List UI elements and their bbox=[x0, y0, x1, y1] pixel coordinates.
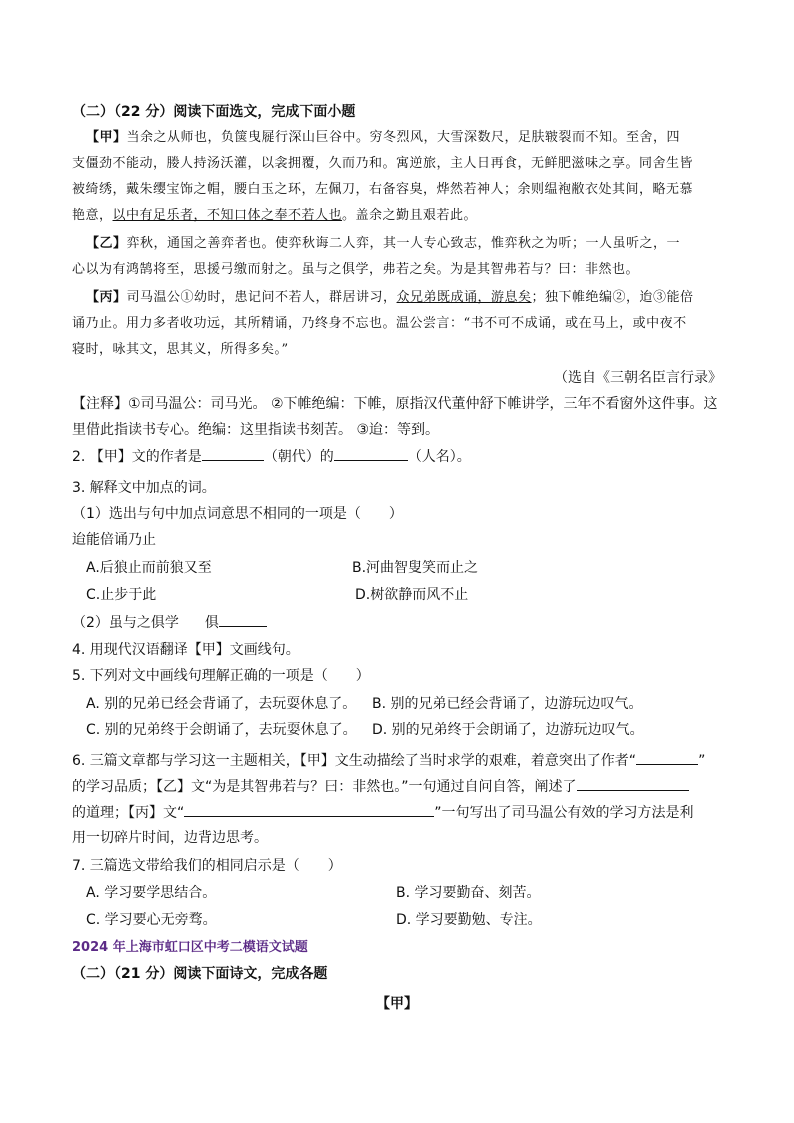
underlined-sentence-jia: 以中有足乐者，不知口体之奉不若人也 bbox=[112, 208, 343, 223]
passage-jia-line-4: 艳意，以中有足乐者，不知口体之奉不若人也。盖余之勤且艰若此。 bbox=[72, 208, 478, 223]
q5-option-c[interactable]: C. 别的兄弟终于会朗诵了，去玩耍休息了。 bbox=[86, 722, 357, 738]
q5-option-a[interactable]: A. 别的兄弟已经会背诵了，去玩耍休息了。 bbox=[86, 696, 357, 712]
question-3-title: 3. 解释文中加点的词。 bbox=[72, 480, 216, 496]
answer-blank-quote[interactable] bbox=[184, 802, 434, 817]
passage-jia-line-3: 被绮绣，戴朱缨宝饰之帽，腰白玉之环，左佩刀，右备容臭，烨然若神人；余则缊袍敝衣处其间，略无慕 bbox=[72, 182, 694, 197]
passage-jia-line-1: 【甲】当余之从师也，负箧曳屣行深山巨谷中。穷冬烈风，大雪深数尺，足肤皲裂而不知。至舍，四 bbox=[86, 130, 681, 145]
q7-option-b[interactable]: B. 学习要勤奋、刻苦。 bbox=[396, 885, 541, 901]
question-6-line-3: 的道理；【丙】文“ ”一句写出了司马温公有效的学习方法是利 bbox=[72, 802, 722, 823]
question-3-sub-1: （1）选出与句中加点词意思不相同的一项是（ ） bbox=[72, 506, 403, 522]
section-heading: （二）（22 分）阅读下面选文，完成下面小题 bbox=[72, 104, 356, 120]
source-citation: （选自《三朝名臣言行录》 bbox=[554, 370, 722, 386]
question-6-line-1: 6. 三篇文章都与学习这一主题相关，【甲】文生动描绘了当时求学的艰难，着意突出了作者“ ” bbox=[72, 750, 722, 771]
passage-jia-line-2: 支僵劲不能动，媵人持汤沃灌，以衾拥覆，久而乃和。寓逆旅，主人日再食，无鲜肥滋味之享。同舍生皆 bbox=[72, 156, 694, 171]
next-exam-title: 2024 年上海市虹口区中考二模语文试题 bbox=[72, 940, 308, 955]
q7-option-a[interactable]: A. 学习要学思结合。 bbox=[86, 885, 217, 901]
answer-blank-reason[interactable] bbox=[577, 776, 689, 791]
q5-option-b[interactable]: B. 别的兄弟已经会背诵了，边游玩边叹气。 bbox=[372, 696, 643, 712]
q3-option-c[interactable]: C.止步于此 bbox=[86, 587, 157, 603]
answer-blank-quality[interactable] bbox=[636, 750, 698, 765]
passage-bing-line-3: 寝时，咏其文，思其义，所得多矣。” bbox=[72, 342, 289, 357]
q5-option-d[interactable]: D. 别的兄弟终于会朗诵了，边游玩边叹气。 bbox=[372, 722, 644, 738]
answer-blank-author[interactable] bbox=[334, 446, 408, 461]
question-5-title: 5. 下列对文中画线句理解正确的一项是（ ） bbox=[72, 668, 370, 684]
q7-option-c[interactable]: C. 学习要心无旁骛。 bbox=[86, 912, 217, 928]
passage-bing-tag: 【丙】 bbox=[86, 290, 127, 305]
question-6-line-4: 用一切碎片时间，边背边思考。 bbox=[72, 830, 268, 846]
q7-option-d[interactable]: D. 学习要勤勉、专注。 bbox=[396, 912, 542, 928]
passage-yi-line-2: 心以为有鸿鹄将至，思援弓缴而射之。虽与之俱学，弗若之矣。为是其智弗若与？曰：非然也。 bbox=[72, 262, 640, 277]
question-7-title: 7. 三篇选文带给我们的相同启示是（ ） bbox=[72, 858, 342, 874]
passage-bing-line-2: 诵乃止。用力多者收功远，其所精诵，乃终身不忘也。温公尝言：“书不可不成诵，或在马上，或中夜不 bbox=[72, 316, 687, 331]
annotation-line-1: 【注释】①司马温公：司马光。 ②下帷绝编：下帷，原指汉代董仲舒下帷讲学，三年不看窗外这件事。这 bbox=[72, 396, 718, 412]
passage-jia-tag: 【甲】 bbox=[86, 130, 127, 145]
question-3-sentence: 迨能倍诵乃止 bbox=[72, 532, 156, 548]
underlined-sentence-bing: 众兄弟既成诵，游息矣 bbox=[396, 290, 532, 305]
question-3-sub-2: （2）虽与之俱学 俱 bbox=[72, 612, 722, 633]
question-6-line-2: 的学习品质；【乙】文“为是其智弗若与？曰：非然也。”一句通过自问自答，阐述了 bbox=[72, 776, 722, 797]
passage-yi-line-1: 【乙】弈秋，通国之善弈者也。使弈秋诲二人弈，其一人专心致志，惟弈秋之为听；一人虽听之，一 bbox=[86, 236, 681, 251]
q3-option-b[interactable]: B.河曲智叟笑而止之 bbox=[352, 560, 479, 576]
question-4: 4. 用现代汉语翻译【甲】文画线句。 bbox=[72, 642, 300, 658]
q3-option-a[interactable]: A.后狼止而前狼又至 bbox=[86, 560, 212, 576]
answer-blank-dynasty[interactable] bbox=[202, 446, 264, 461]
passage-bing-line-1: 【丙】司马温公①幼时，患记问不若人，群居讲习，众兄弟既成诵，游息矣；独下帷绝编②，迨③能倍 bbox=[86, 290, 694, 305]
q3-option-d[interactable]: D.树欲静而风不止 bbox=[355, 587, 469, 603]
next-section-heading: （二）（21 分）阅读下面诗文，完成各题 bbox=[72, 966, 328, 982]
annotation-line-2: 里借此指读书专心。绝编：这里指读书刻苦。 ③迨：等到。 bbox=[72, 422, 439, 438]
next-passage-tag: 【甲】 bbox=[376, 996, 418, 1012]
passage-yi-tag: 【乙】 bbox=[86, 236, 127, 251]
answer-blank-ju[interactable] bbox=[219, 612, 267, 627]
question-2: 2. 【甲】文的作者是 （朝代）的 （人名）。 bbox=[72, 446, 722, 467]
